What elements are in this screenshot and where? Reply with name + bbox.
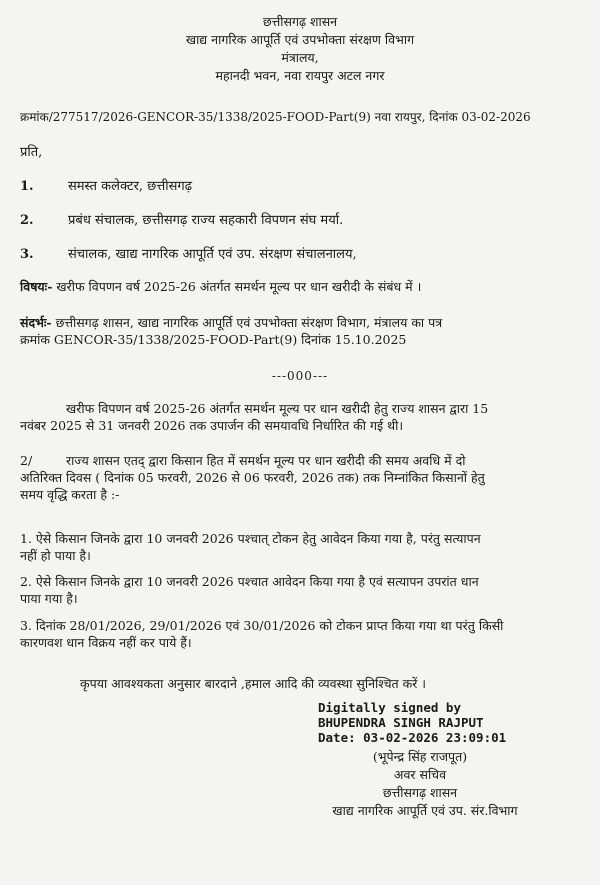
addressee-number: 3. [20,247,34,262]
addressee-2 [20,210,343,228]
point-2-line-2: पाया गया है। [20,591,78,606]
paragraph-1 [20,400,590,434]
signature-name: BHUPENDRA SINGH RAJPUT [318,715,484,730]
header-government: छत्तीसगढ़ शासन [262,14,338,29]
prati-label: प्रति, [20,145,43,160]
sandarbh-label: संदर्भः- [20,315,52,330]
header-ministry: मंत्रालय, [281,50,319,65]
paragraph-1-line-2: नवंबर 2025 से 31 जनवरी 2026 तक उपार्जन की समयावधि निर्धारित की गई थी। [20,418,404,433]
point-1-line-2: नहीं हो पाया है। [20,548,91,563]
signatory-name-hindi: (भूपेन्द्र सिंह राजपूत) [372,749,468,764]
signature-label: Digitally signed by [318,700,461,715]
point-2-line-1: 2. ऐसे किसान जिनके द्वारा 10 जनवरी 2026 पश्चात आवेदन किया गया है एवं सत्यापन उपरांत धान [20,574,479,589]
subject-label: विषयः- [20,279,53,294]
reference-context [20,314,590,348]
addressee-text: संचालक, खाद्य नागरिक आपूर्ति एवं उप. संरक्षण संचालनालय, [68,247,357,262]
paragraph-2-line-1: राज्य शासन एतद् द्वारा किसान हित में समर्थन मूल्य पर धान खरीदी की समय अवधि में दो [66,453,466,468]
sandarbh-text-1: छत्तीसगढ़ शासन, खाद्य नागरिक आपूर्ति एवं उपभोक्ता संरक्षण विभाग, मंत्रालय का पत्र [51,315,443,330]
subject-text: खरीफ विपणन वर्ष 2025-26 अंतर्गत समर्थन मूल्य पर धान खरीदी के संबंध में । [52,279,422,294]
point-1-line-1: 1. ऐसे किसान जिनके द्वारा 10 जनवरी 2026 पश्चात् टोकन हेतु आवेदन किया गया है, परंतु सत्यापन [20,531,481,546]
paragraph-2-line-2: अतिरिक्त दिवस ( दिनांक 05 फरवरी, 2026 से 06 फरवरी, 2026 तक) तक निम्नांकित किसानों हेतु [20,470,485,485]
paragraph-2-number: 2/ [20,453,33,468]
separator: ---000--- [271,369,329,383]
signature-date: Date: 03-02-2026 23:09:01 [318,730,507,745]
addressee-number: 2. [20,213,34,228]
point-3-line-2: कारणवश धान विक्रय नहीं कर पाये हैं। [20,635,192,650]
digital-signature [318,700,506,745]
paragraph-1-line-1: खरीफ विपणन वर्ष 2025-26 अंतर्गत समर्थन मूल्य पर धान खरीदी हेतु राज्य शासन द्वारा 15 [66,401,489,416]
addressee-text: समस्त कलेक्टर, छत्तीसगढ़ [68,179,193,194]
paragraph-2-line-3: समय वृद्धि करता है :- [20,487,120,502]
reference-number: क्रमांक/277517/2026-GENCOR-35/1338/2025-FOOD-Part(9) नवा रायपुर, दिनांक 03-02-2026 [20,110,531,124]
addressee-text: प्रबंध संचालक, छत्तीसगढ़ राज्य सहकारी विपणन संघ मर्या. [68,213,344,228]
signatory-designation: अवर सचिव [393,767,447,782]
addressee-3 [20,244,357,262]
signatory-government: छत्तीसगढ़ शासन [382,785,458,800]
point-3-line-1: 3. दिनांक 28/01/2026, 29/01/2026 एवं 30/01/2026 को टोकन प्राप्त किया गया था परंतु किसी [20,618,504,633]
signatory-department: खाद्य नागरिक आपूर्ति एवं उप. संर.विभाग [332,803,518,818]
paragraph-2 [20,452,590,503]
addressee-1 [20,176,192,194]
header-address: महानदी भवन, नवा रायपुर अटल नगर [215,68,385,83]
header-department: खाद्य नागरिक आपूर्ति एवं उपभोक्ता संरक्षण विभाग [185,32,415,47]
closing-request: कृपया आवश्यकता अनुसार बारदाने ,हमाल आदि की व्यवस्था सुनिश्चित करें । [80,676,427,691]
point-2 [20,573,590,607]
point-3 [20,617,590,651]
sandarbh-text-2: क्रमांक GENCOR-35/1338/2025-FOOD-Part(9) दिनांक 15.10.2025 [20,332,407,347]
addressee-number: 1. [20,179,34,194]
point-1 [20,530,590,564]
subject-line [20,278,590,295]
